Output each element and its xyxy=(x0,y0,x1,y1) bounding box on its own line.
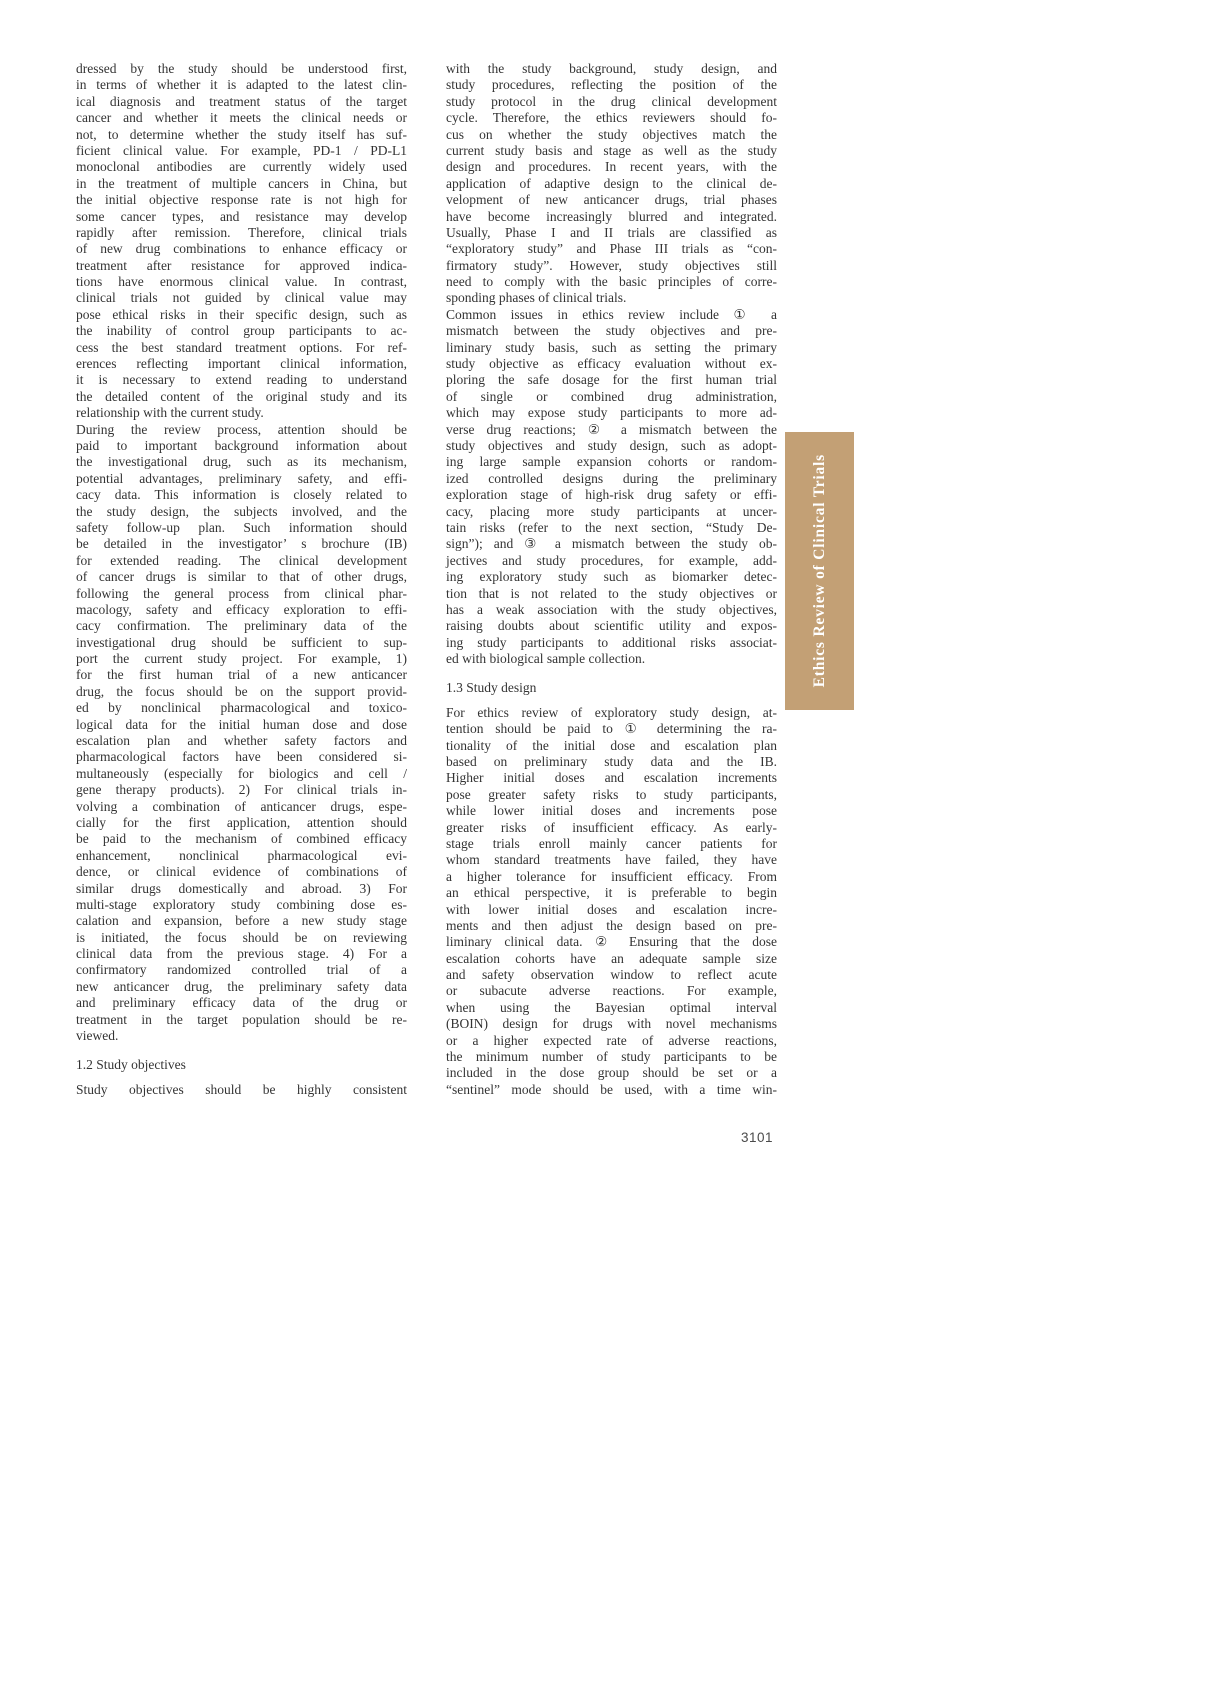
text-line: of cancer drugs is similar to that of other drugs, xyxy=(76,569,407,585)
paragraph xyxy=(76,422,407,1045)
text-line: clinical data from the previous stage. 4) For a xyxy=(76,946,407,962)
text-line: an ethical perspective, it is preferable to begin xyxy=(446,885,777,901)
text-line: sponding phases of clinical trials. xyxy=(446,290,627,306)
text-line: when using the Bayesian optimal interval xyxy=(446,999,777,1015)
text-line: need to comply with the basic principles of corre- xyxy=(446,274,777,290)
text-line: potential advantages, preliminary safety, and effi- xyxy=(76,470,407,486)
text-line: and preliminary efficacy data of the drug or xyxy=(76,995,407,1011)
text-line: pharmacological factors have been considered si- xyxy=(76,749,407,765)
text-line: design and procedures. In recent years, with the xyxy=(446,159,777,175)
text-line: of new drug combinations to enhance efficacy or xyxy=(76,241,407,257)
text-line: ficient clinical value. For example, PD-1 / PD-L1 xyxy=(76,142,407,158)
text-line: port the current study project. For example, 1) xyxy=(76,651,407,667)
text-line: greater risks of insufficient efficacy. As early- xyxy=(446,819,777,835)
paragraph xyxy=(76,1082,407,1098)
text-line: the inability of control group participants to ac- xyxy=(76,323,407,339)
text-line: cus on whether the study objectives match the xyxy=(446,126,777,142)
text-line: cess the best standard treatment options. For ref- xyxy=(76,339,407,355)
text-line: safety follow-up plan. Such information should xyxy=(76,519,407,535)
text-line: erences reflecting important clinical information, xyxy=(76,356,407,372)
side-tab xyxy=(785,432,854,710)
text-line: in terms of whether it is adapted to the latest clin- xyxy=(76,77,407,93)
text-line: jectives and study procedures, for example, add- xyxy=(446,552,777,568)
text-line: study protocol in the drug clinical development xyxy=(446,93,777,109)
text-line: treatment in the target population should be re- xyxy=(76,1011,407,1027)
text-line: drug, the focus should be on the support provid- xyxy=(76,683,407,699)
text-line: calation and expansion, before a new study stage xyxy=(76,913,407,929)
text-line: similar drugs domestically and abroad. 3) For xyxy=(76,880,407,896)
text-column-left xyxy=(76,61,407,1098)
text-line: with the study background, study design, and xyxy=(446,61,777,76)
text-line: ical diagnosis and treatment status of the target xyxy=(76,93,407,109)
text-line: verse drug reactions; ② a mismatch between the xyxy=(446,421,777,437)
text-column-right xyxy=(446,61,777,1098)
text-line: be detailed in the investigator’ s brochure (IB) xyxy=(76,536,407,552)
text-line: enhancement, nonclinical pharmacological evi- xyxy=(76,847,407,863)
paragraph xyxy=(446,705,777,1098)
text-line: included in the dose group should be set or a xyxy=(446,1065,777,1081)
text-line: ing large sample expansion cohorts or random- xyxy=(446,454,777,470)
text-line: of single or combined drug administration, xyxy=(446,388,777,404)
text-line: not, to determine whether the study itself has suf- xyxy=(76,126,407,142)
text-line: macology, safety and efficacy exploration to effi- xyxy=(76,601,407,617)
text-line: Usually, Phase I and II trials are classified as xyxy=(446,224,777,240)
paragraph xyxy=(446,61,777,307)
text-line: pose ethical risks in their specific design, such as xyxy=(76,306,407,322)
text-line: based on preliminary study data and the IB. xyxy=(446,754,777,770)
text-line: some cancer types, and resistance may develop xyxy=(76,208,407,224)
text-line: liminary clinical data. ② Ensuring that the dose xyxy=(446,934,777,950)
text-line: current study basis and stage as well as the study xyxy=(446,142,777,158)
text-line: cacy data. This information is closely related to xyxy=(76,487,407,503)
text-line: For ethics review of exploratory study design, at- xyxy=(446,704,777,720)
text-line: whom standard treatments have failed, they have xyxy=(446,852,777,868)
text-line: tain risks (refer to the next section, “Study De- xyxy=(446,519,777,535)
text-line: multaneously (especially for biologics and cell / xyxy=(76,765,407,781)
text-line: application of adaptive design to the clinical de- xyxy=(446,175,777,191)
text-line: study procedures, reflecting the position of the xyxy=(446,77,777,93)
section-heading: 1.2 Study objectives xyxy=(76,1057,186,1073)
text-line: escalation plan and whether safety factors and xyxy=(76,733,407,749)
text-line: ing study participants to additional risks associat- xyxy=(446,634,777,650)
text-line: pose greater safety risks to study participants, xyxy=(446,786,777,802)
text-line: Study objectives should be highly consistent xyxy=(76,1081,407,1097)
text-line: logical data for the initial human dose and dose xyxy=(76,716,407,732)
text-line: for extended reading. The clinical development xyxy=(76,552,407,568)
text-line: relationship with the current study. xyxy=(76,405,264,421)
text-line: ments and then adjust the design based on pre- xyxy=(446,917,777,933)
text-line: raising doubts about scientific utility and expos- xyxy=(446,618,777,634)
text-line: with lower initial doses and escalation incre- xyxy=(446,901,777,917)
text-line: sign”); and ③ a mismatch between the study ob- xyxy=(446,536,777,552)
text-line: tion that is not related to the study objectives or xyxy=(446,585,777,601)
text-line: treatment after resistance for approved indica- xyxy=(76,257,407,273)
text-line: cacy confirmation. The preliminary data of the xyxy=(76,618,407,634)
text-line: escalation cohorts have an adequate sample size xyxy=(446,950,777,966)
text-line: and safety observation window to reflect acute xyxy=(446,967,777,983)
text-line: the detailed content of the original study and its xyxy=(76,388,407,404)
text-line: for the first human trial of a new anticancer xyxy=(76,667,407,683)
text-line: a higher tolerance for insufficient efficacy. From xyxy=(446,868,777,884)
text-line: the study design, the subjects involved, and the xyxy=(76,503,407,519)
text-line: have become increasingly blurred and integrated. xyxy=(446,208,777,224)
text-line: confirmatory randomized controlled trial of a xyxy=(76,962,407,978)
paragraph xyxy=(446,307,777,668)
text-line: which may expose study participants to more ad- xyxy=(446,405,777,421)
text-line: “sentinel” mode should be used, with a time win- xyxy=(446,1081,777,1097)
side-tab-label: Ethics Review of Clinical Trials xyxy=(810,454,828,688)
text-line: be paid to the mechanism of combined efficacy xyxy=(76,831,407,847)
text-line: ed with biological sample collection. xyxy=(446,651,646,667)
text-line: gene therapy products). 2) For clinical trials in- xyxy=(76,782,407,798)
text-line: ized controlled designs during the preliminary xyxy=(446,470,777,486)
text-line: or subacute adverse reactions. For example, xyxy=(446,983,777,999)
text-line: the investigational drug, such as its mechanism, xyxy=(76,454,407,470)
text-line: rapidly after remission. Therefore, clinical trials xyxy=(76,224,407,240)
page-number: 3101 xyxy=(741,1130,774,1145)
text-line: dence, or clinical evidence of combinations of xyxy=(76,864,407,880)
text-line: clinical trials not guided by clinical value may xyxy=(76,290,407,306)
text-line: tention should be paid to ① determining the ra- xyxy=(446,721,777,737)
text-line: or a higher expected rate of adverse reactions, xyxy=(446,1032,777,1048)
text-line: ing exploratory study such as biomarker detec- xyxy=(446,569,777,585)
text-line: ed by nonclinical pharmacological and toxico- xyxy=(76,700,407,716)
text-line: cancer and whether it meets the clinical needs or xyxy=(76,110,407,126)
section-heading: 1.3 Study design xyxy=(446,680,537,696)
text-line: while lower initial doses and increments pose xyxy=(446,803,777,819)
text-line: During the review process, attention should be xyxy=(76,421,407,437)
text-line: ploring the safe dosage for the first human trial xyxy=(446,372,777,388)
text-line: investigational drug should be sufficient to sup- xyxy=(76,634,407,650)
text-line: liminary study basis, such as setting the primary xyxy=(446,339,777,355)
text-line: exploration stage of high-risk drug safety or effi- xyxy=(446,487,777,503)
text-line: in the treatment of multiple cancers in China, but xyxy=(76,175,407,191)
text-line: tions have enormous clinical value. In contrast, xyxy=(76,274,407,290)
text-line: cacy, placing more study participants at uncer- xyxy=(446,503,777,519)
paragraph xyxy=(76,61,407,422)
text-line: is initiated, the focus should be on reviewing xyxy=(76,929,407,945)
text-line: velopment of new anticancer drugs, trial phases xyxy=(446,192,777,208)
text-line: following the general process from clinical phar- xyxy=(76,585,407,601)
text-line: the initial objective response rate is not high for xyxy=(76,192,407,208)
text-line: new anticancer drug, the preliminary safety data xyxy=(76,978,407,994)
text-line: study objectives and study design, such as adopt- xyxy=(446,437,777,453)
text-line: cially for the first application, attention should xyxy=(76,814,407,830)
text-line: it is necessary to extend reading to understand xyxy=(76,372,407,388)
text-line: tionality of the initial dose and escalation plan xyxy=(446,737,777,753)
text-line: dressed by the study should be understood first, xyxy=(76,61,407,76)
text-line: monoclonal antibodies are currently widely used xyxy=(76,159,407,175)
text-line: viewed. xyxy=(76,1028,119,1044)
text-line: paid to important background information about xyxy=(76,437,407,453)
text-line: (BOIN) design for drugs with novel mechanisms xyxy=(446,1016,777,1032)
text-line: Higher initial doses and escalation increments xyxy=(446,770,777,786)
text-line: Common issues in ethics review include ① a xyxy=(446,306,777,322)
text-line: mismatch between the study objectives and pre- xyxy=(446,323,777,339)
text-line: multi-stage exploratory study combining dose es- xyxy=(76,896,407,912)
text-line: has a weak association with the study objectives, xyxy=(446,601,777,617)
text-line: “exploratory study” and Phase III trials as “con- xyxy=(446,241,777,257)
text-line: volving a combination of anticancer drugs, espe- xyxy=(76,798,407,814)
text-line: the minimum number of study participants to be xyxy=(446,1049,777,1065)
text-line: firmatory study”. However, study objectives still xyxy=(446,257,777,273)
text-line: stage trials enroll mainly cancer patients for xyxy=(446,835,777,851)
text-line: cycle. Therefore, the ethics reviewers should fo- xyxy=(446,110,777,126)
text-line: study objective as efficacy evaluation without ex- xyxy=(446,356,777,372)
